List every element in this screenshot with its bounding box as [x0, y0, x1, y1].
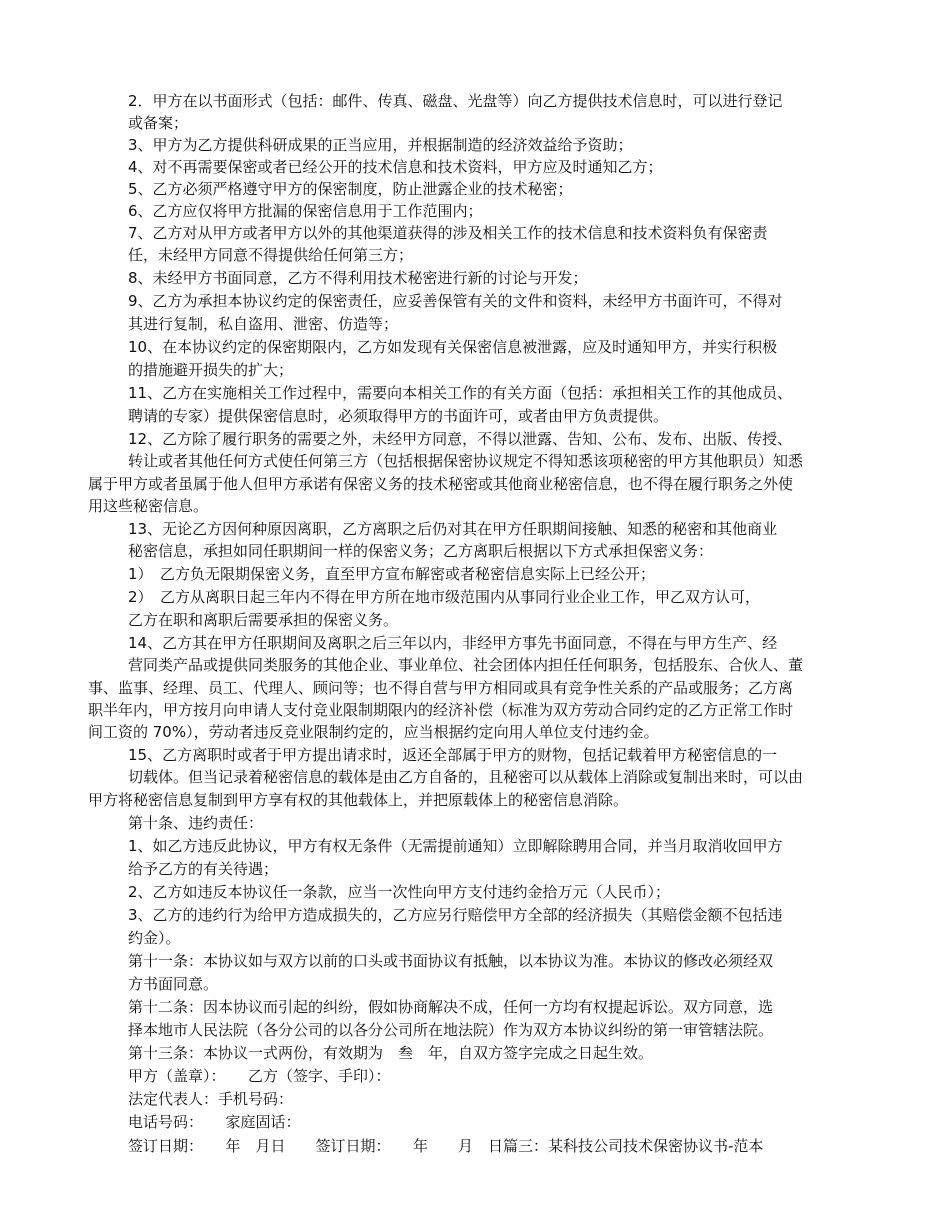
clause-11-line-2: 聘请的专家）提供保密信息时，必须取得甲方的书面许可，或者由甲方负责提供。 — [128, 407, 669, 425]
clause-10-line-1: 10、在本协议约定的保密期限内，乙方如发现有关保密信息被泄露，应及时通知甲方，并实行积极 — [128, 338, 778, 356]
clause-5: 5、乙方必须严格遵守甲方的保密制度，防止泄露企业的技术秘密； — [128, 180, 573, 198]
article-10-item-3-line-2: 约金）。 — [128, 929, 181, 947]
clause-15-line-1: 15、乙方离职时或者于甲方提出请求时，返还全部属于甲方的财物，包括记载着甲方秘密信息的一 — [128, 746, 778, 764]
clause-3: 3、甲方为乙方提供科研成果的正当应用，并根据制造的经济效益给予资助； — [128, 136, 633, 154]
clause-7-line-1: 7、乙方对从甲方或者甲方以外的其他渠道获得的涉及相关工作的技术信息和技术资料负有保密责 — [128, 224, 768, 242]
clause-13-item-2-line-2: 乙方在职和离职后需要承担的保密义务。 — [128, 611, 399, 629]
article-10-item-3-line-1: 3、乙方的违约行为给甲方造成损失的，乙方应另行赔偿甲方全部的经济损失（其赔偿金额不包括违 — [128, 906, 783, 924]
clause-9-line-2: 其进行复制，私自盗用、泄密、仿造等； — [128, 315, 399, 333]
clause-13-item-2-line-1: 2） 乙方从离职日起三年内不得在甲方所在地市级范围内从事同行业企业工作，甲乙双方认可， — [128, 588, 761, 606]
clause-15-line-2: 切载体。但当记录着秘密信息的载体是由乙方自备的，且秘密可以从载体上消除或复制出来时，可以由 — [128, 768, 804, 786]
clause-2-line-2: 或备案； — [128, 114, 189, 132]
article-10-heading: 第十条、违约责任： — [128, 814, 264, 832]
clause-12-line-3: 属于甲方或者虽属于他人但甲方承诺有保密义务的技术秘密或其他商业秘密信息，也不得在履行职务之外使 — [88, 475, 794, 493]
clause-13-item-1: 1） 乙方负无限期保密义务，直至甲方宣布解密或者秘密信息实际上已经公开； — [128, 565, 656, 583]
article-10-item-1-line-1: 1、如乙方违反此协议，甲方有权无条件（无需提前通知）立即解除聘用合同，并当月取消收回甲方 — [128, 837, 783, 855]
clause-13-line-1: 13、无论乙方因何种原因离职，乙方离职之后仍对其在甲方任职期间接触、知悉的秘密和其他商业 — [128, 520, 778, 538]
clause-15-line-3: 甲方将秘密信息复制到甲方享有权的其他载体上，并把原载体上的秘密信息消除。 — [88, 791, 629, 809]
clause-14-line-4: 职半年内，甲方按月向申请人支付竞业限制期限内的经济补偿（标准为双方劳动合同约定的乙方正常工作时 — [88, 701, 794, 719]
clause-10-line-2: 的措施避开损失的扩大； — [128, 361, 294, 379]
clause-14-line-1: 14、乙方其在甲方任职期间及离职之后三年以内，非经甲方事先书面同意，不得在与甲方生产、经 — [128, 634, 778, 652]
article-10-item-1-line-2: 给予乙方的有关待遇； — [128, 860, 279, 878]
clause-14-line-5: 间工资的 70%），劳动者违反竞业限制约定的，应当根据约定向用人单位支付违约金。 — [88, 723, 659, 741]
clause-9-line-1: 9、乙方为承担本协议约定的保密责任，应妥善保管有关的文件和资料，未经甲方书面许可，不得对 — [128, 292, 783, 310]
article-11-line-1: 第十一条：本协议如与双方以前的口头或书面协议有抵触，以本协议为准。本协议的修改必须经双 — [128, 952, 774, 970]
article-12-line-1: 第十二条：因本协议而引起的纠纷，假如协商解决不成，任何一方均有权提起诉讼。双方同意，选 — [128, 998, 774, 1016]
clause-12-line-1: 12、乙方除了履行职务的需要之外，未经甲方同意，不得以泄露、告知、公布、发布、出版、传授、 — [128, 430, 793, 448]
clause-14-line-3: 事、监事、经理、员工、代理人、顾问等；也不得自营与甲方相同或具有竞争性关系的产品或服务；乙方离 — [88, 679, 794, 697]
clause-6: 6、乙方应仅将甲方批漏的保密信息用于工作范围内； — [128, 202, 483, 220]
article-12-line-2: 择本地市人民法院（各分公司的以各分公司所在地法院）作为双方本协议纠纷的第一审管辖法院。 — [128, 1021, 774, 1039]
clause-8: 8、未经甲方书面同意，乙方不得利用技术秘密进行新的讨论与开发； — [128, 269, 588, 287]
phone-home-phone: 电话号码： 家庭固话： — [128, 1113, 301, 1131]
clause-12-line-2: 转让或者其他任何方式使任何第三方（包括根据保密协议规定不得知悉该项秘密的甲方其他职员）知悉 — [128, 452, 804, 470]
legal-rep-phone: 法定代表人：手机号码： — [128, 1090, 294, 1108]
clause-12-line-4: 用这些秘密信息。 — [88, 497, 209, 515]
article-13: 第十三条：本协议一式两份，有效期为 叁 年，自双方签字完成之日起生效。 — [128, 1044, 654, 1062]
clause-7-line-2: 任，未经甲方同意不得提供给任何第三方； — [128, 246, 414, 264]
signing-dates: 签订日期： 年 月日 签订日期： 年 月 日篇三：某科技公司技术保密协议书-范本 — [128, 1137, 764, 1155]
clause-13-line-2: 秘密信息，承担如同任职期间一样的保密义务；乙方离职后根据以下方式承担保密义务： — [128, 542, 714, 560]
clause-11-line-1: 11、乙方在实施相关工作过程中，需要向本相关工作的有关方面（包括：承担相关工作的其他成员、 — [128, 384, 793, 402]
clause-4: 4、对不再需要保密或者已经公开的技术信息和技术资料，甲方应及时通知乙方； — [128, 158, 663, 176]
clause-2-line-1: 2．甲方在以书面形式（包括：邮件、传真、磁盘、光盘等）向乙方提供技术信息时，可以进行登记 — [128, 92, 783, 110]
article-10-item-2: 2、乙方如违反本协议任一条款，应当一次性向甲方支付违约金拾万元（人民币）； — [128, 883, 671, 901]
clause-14-line-2: 营同类产品或提供同类服务的其他企业、事业单位、社会团体内担任任何职务，包括股东、合伙人、董 — [128, 656, 804, 674]
article-11-line-2: 方书面同意。 — [128, 975, 219, 993]
signature-parties: 甲方（盖章）： 乙方（签字、手印）： — [128, 1067, 391, 1085]
